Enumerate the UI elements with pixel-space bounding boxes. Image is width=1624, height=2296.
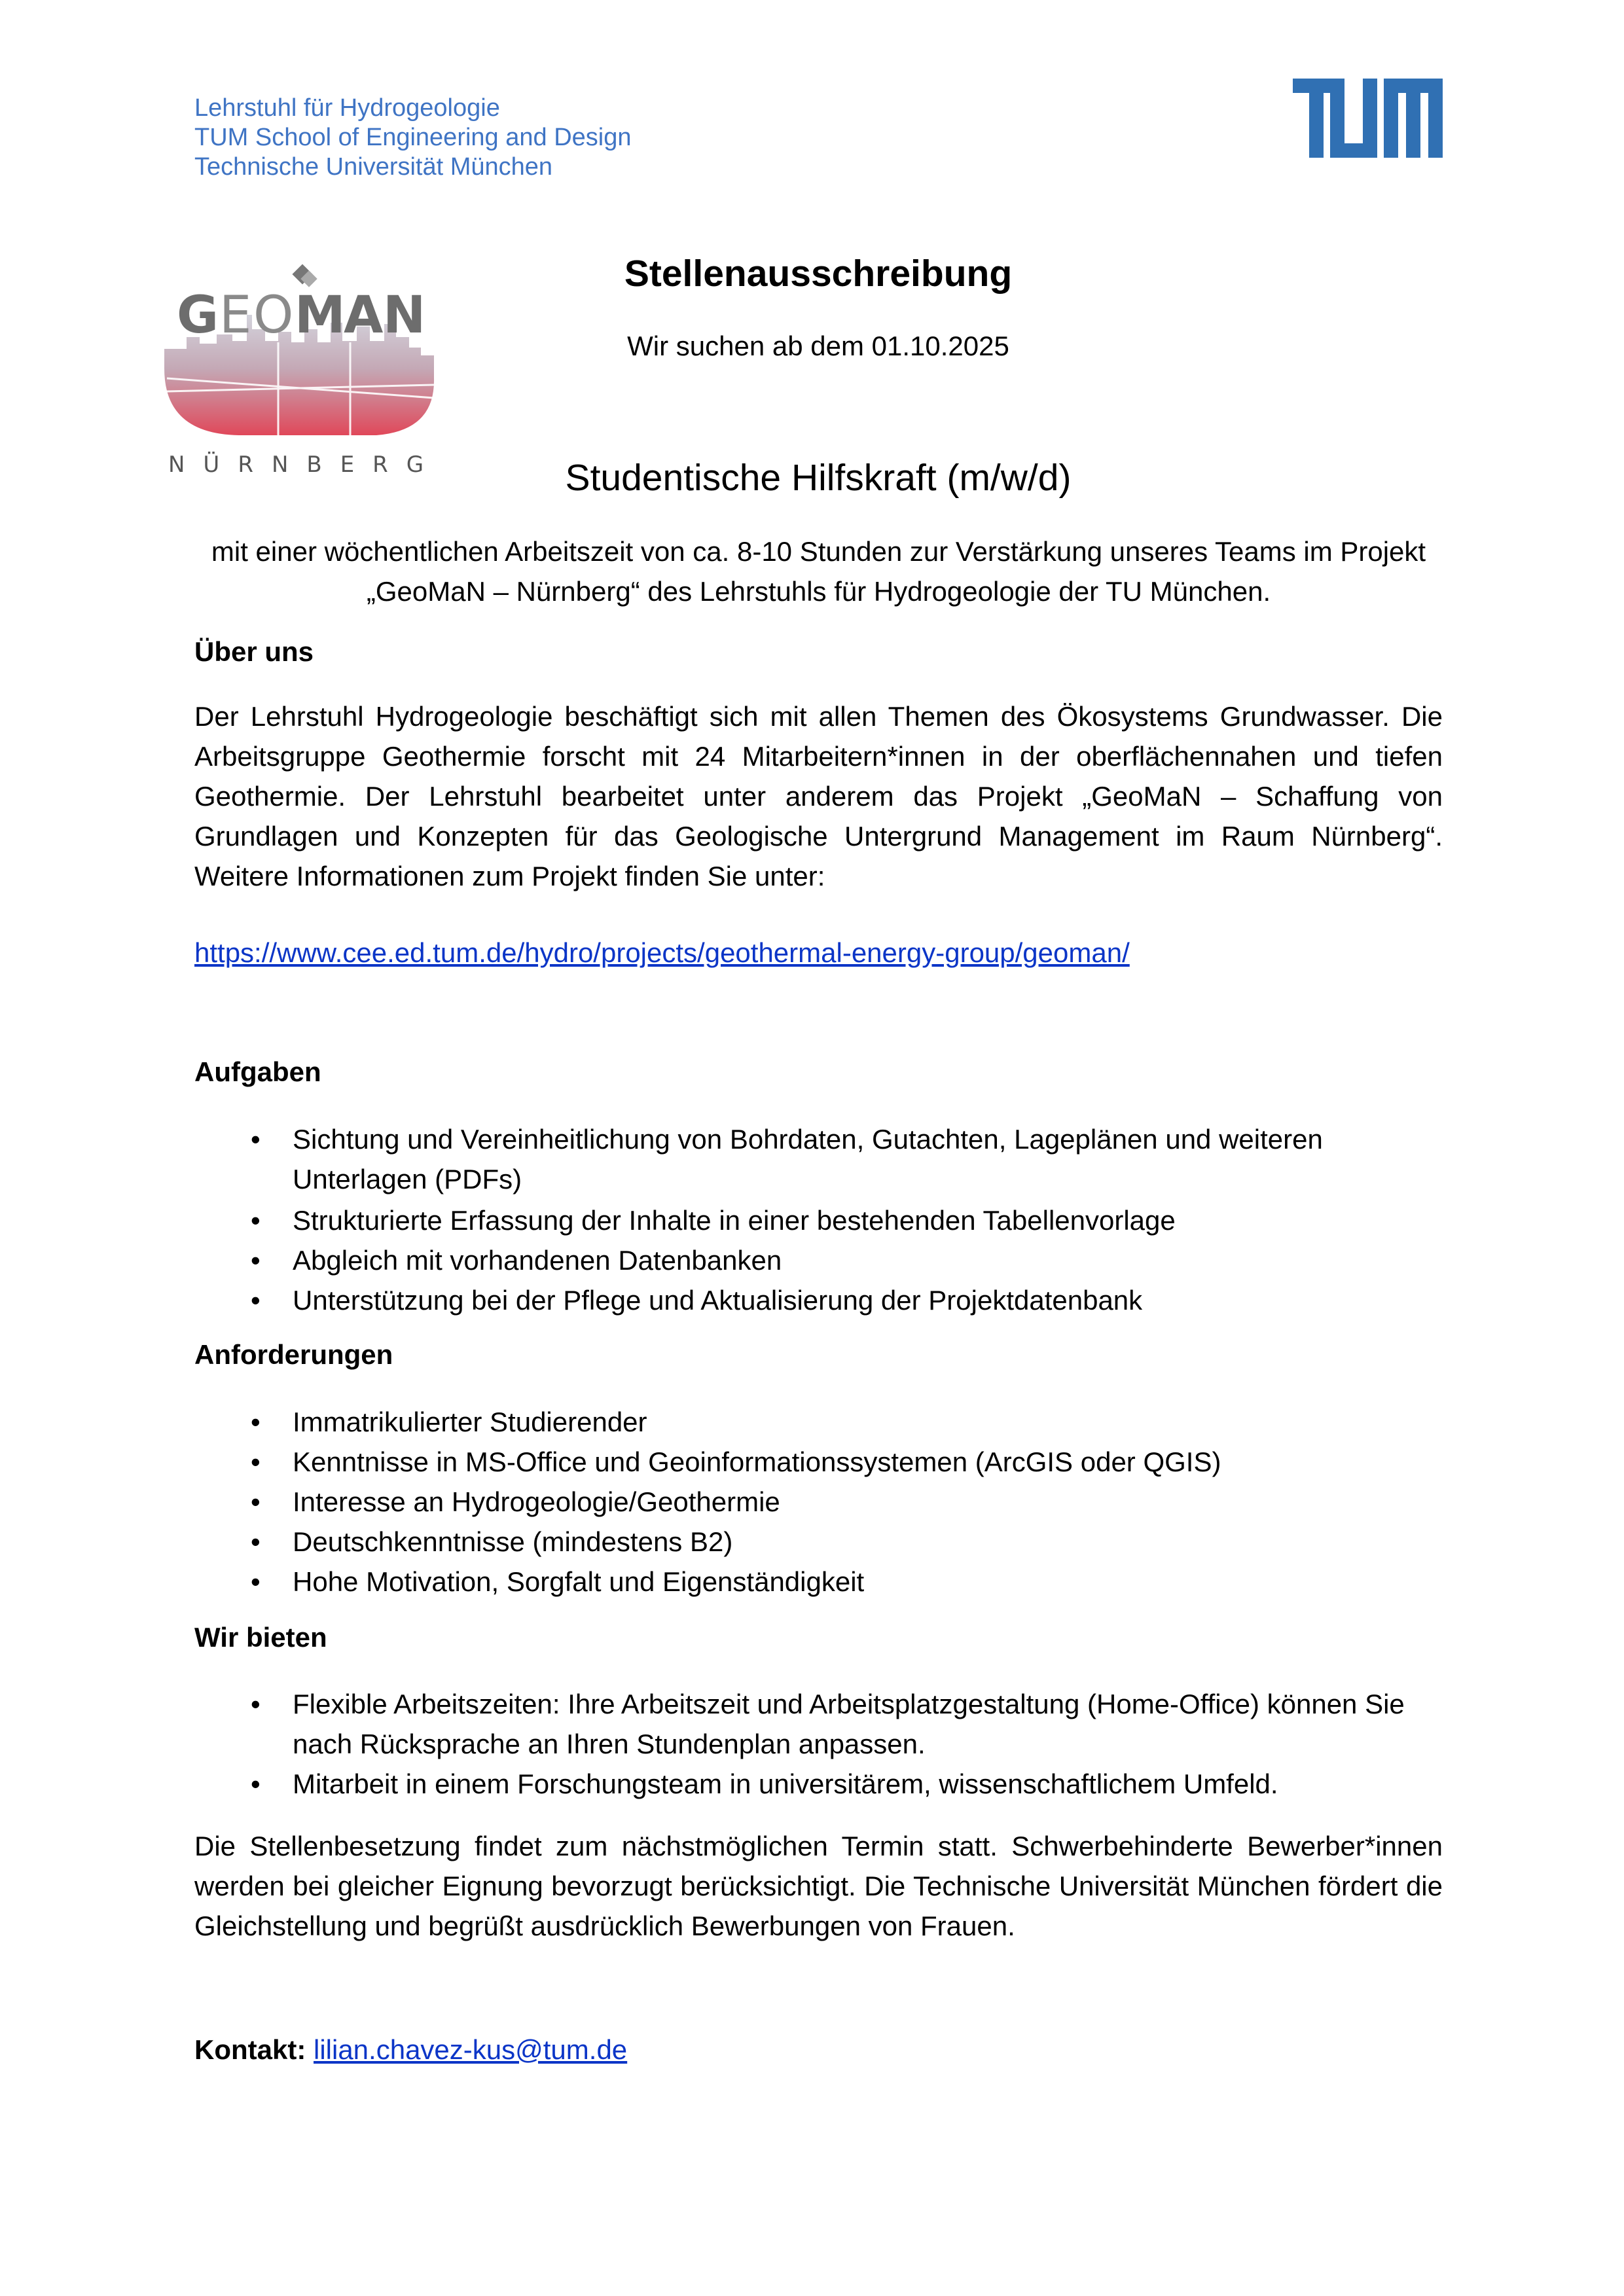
intro	[194, 531, 1443, 611]
bullet-icon: •	[251, 1124, 261, 1155]
svg-text:N: N	[383, 286, 426, 345]
list-item-text: Unterstützung bei der Pflege und Aktualisierung der Projektdatenbank	[293, 1285, 1143, 1316]
list-item	[194, 1240, 1443, 1280]
list-item	[194, 1200, 1443, 1240]
bullet-icon: •	[251, 1566, 261, 1597]
list-item	[194, 1280, 1443, 1320]
list-item	[194, 1562, 1443, 1602]
project-link[interactable]: https://www.cee.ed.tum.de/hydro/projects/geothermal-energy-group/geoman/	[194, 937, 1130, 968]
bullet-icon: •	[251, 1768, 261, 1799]
bullet-icon: •	[251, 1407, 261, 1437]
offer-list	[194, 1684, 1443, 1804]
list-item-text: Immatrikulierter Studierender	[293, 1407, 647, 1437]
requirements-list	[194, 1402, 1443, 1602]
page-title-wrap	[615, 252, 1021, 295]
svg-text:A: A	[344, 286, 384, 345]
list-item	[194, 1482, 1443, 1522]
list-item-text: Interesse an Hydrogeologie/Geothermie	[293, 1486, 780, 1517]
svg-text:M: M	[295, 286, 346, 345]
institution-line: TUM School of Engineering and Design	[194, 124, 632, 151]
svg-text:G: G	[177, 286, 219, 345]
list-item-text: Flexible Arbeitszeiten: Ihre Arbeitszeit und Arbeitsplatzgestaltung (Home-Office) können Sie nach Rücksprache an Ihren Stundenplan anpassen.	[293, 1689, 1405, 1759]
institution-line: Lehrstuhl für Hydrogeologie	[194, 94, 500, 122]
bullet-icon: •	[251, 1526, 261, 1557]
contact-email-link[interactable]: lilian.chavez-kus@tum.de	[314, 2034, 628, 2065]
bullet-icon: •	[251, 1689, 261, 1719]
contact	[194, 2034, 627, 2066]
about-heading: Über uns	[194, 636, 314, 667]
svg-text:O: O	[253, 286, 294, 345]
list-item-text: Kenntnisse in MS-Office und Geoinformationssystemen (ArcGIS oder QGIS)	[293, 1446, 1221, 1477]
list-item	[194, 1522, 1443, 1562]
svg-text:E: E	[219, 286, 252, 345]
list-item-text: Mitarbeit in einem Forschungsteam in universitärem, wissenschaftlichem Umfeld.	[293, 1768, 1278, 1799]
about-text: Der Lehrstuhl Hydrogeologie beschäftigt sich mit allen Themen des Ökosystems Grundwasser. Die Arbeitsgruppe Geothermie forscht mit 24 Mitarbeitern*innen in der oberflächennahen und tiefen Geothermie. Der Lehrstuhl bearbeitet unter anderem das Projekt „GeoMaN – Schaffung von Grundlagen und Konzepten für das Geologische Untergrund Management im Raum Nürnberg“. Weitere Informationen zum Projekt finden Sie unter:	[194, 701, 1443, 891]
list-item-text: Hohe Motivation, Sorgfalt und Eigenständigkeit	[293, 1566, 865, 1597]
geoman-logo	[160, 264, 442, 486]
intro-line: „GeoMaN – Nürnberg“ des Lehrstuhls für Hydrogeologie der TU München.	[366, 576, 1271, 607]
contact-label: Kontakt:	[194, 2034, 306, 2065]
offer-heading: Wir bieten	[194, 1622, 327, 1653]
bullet-icon: •	[251, 1245, 261, 1276]
list-item-text: Deutschkenntnisse (mindestens B2)	[293, 1526, 733, 1557]
bullet-icon: •	[251, 1486, 261, 1517]
bullet-icon: •	[251, 1285, 261, 1316]
closing-text: Die Stellenbesetzung findet zum nächstmöglichen Termin statt. Schwerbehinderte Bewerber*innen werden bei gleicher Eignung bevorzugt berücksichtigt. Die Technische Universität München fördert die Gleichstellung und begrüßt ausdrücklich Bewerbungen von Frauen.	[194, 1831, 1443, 1941]
institution-line: Technische Universität München	[194, 153, 553, 181]
bullet-icon: •	[251, 1205, 261, 1236]
list-item	[194, 1442, 1443, 1482]
institution-block	[194, 94, 632, 182]
bullet-icon: •	[251, 1446, 261, 1477]
intro-line: mit einer wöchentlichen Arbeitszeit von ca. 8-10 Stunden zur Verstärkung unseres Teams im Projekt	[211, 536, 1426, 567]
list-item-text: Sichtung und Vereinheitlichung von Bohrdaten, Gutachten, Lageplänen und weiteren Unterlagen (PDFs)	[293, 1124, 1323, 1194]
tasks-list	[194, 1119, 1443, 1320]
tum-logo	[1293, 79, 1443, 158]
list-item	[194, 1764, 1443, 1804]
list-item-text: Abgleich mit vorhandenen Datenbanken	[293, 1245, 782, 1276]
requirements-heading: Anforderungen	[194, 1339, 393, 1370]
list-item	[194, 1402, 1443, 1442]
page-title: Stellenausschreibung	[624, 253, 1013, 295]
list-item	[194, 1684, 1443, 1764]
start-date: Wir suchen ab dem 01.10.2025	[627, 331, 1009, 361]
tasks-heading: Aufgaben	[194, 1056, 321, 1087]
svg-text:NÜRNBERG: NÜRNBERG	[168, 452, 442, 478]
position-title: Studentische Hilfskraft (m/w/d)	[565, 457, 1072, 499]
list-item	[194, 1119, 1443, 1199]
list-item-text: Strukturierte Erfassung der Inhalte in einer bestehenden Tabellenvorlage	[293, 1205, 1176, 1236]
